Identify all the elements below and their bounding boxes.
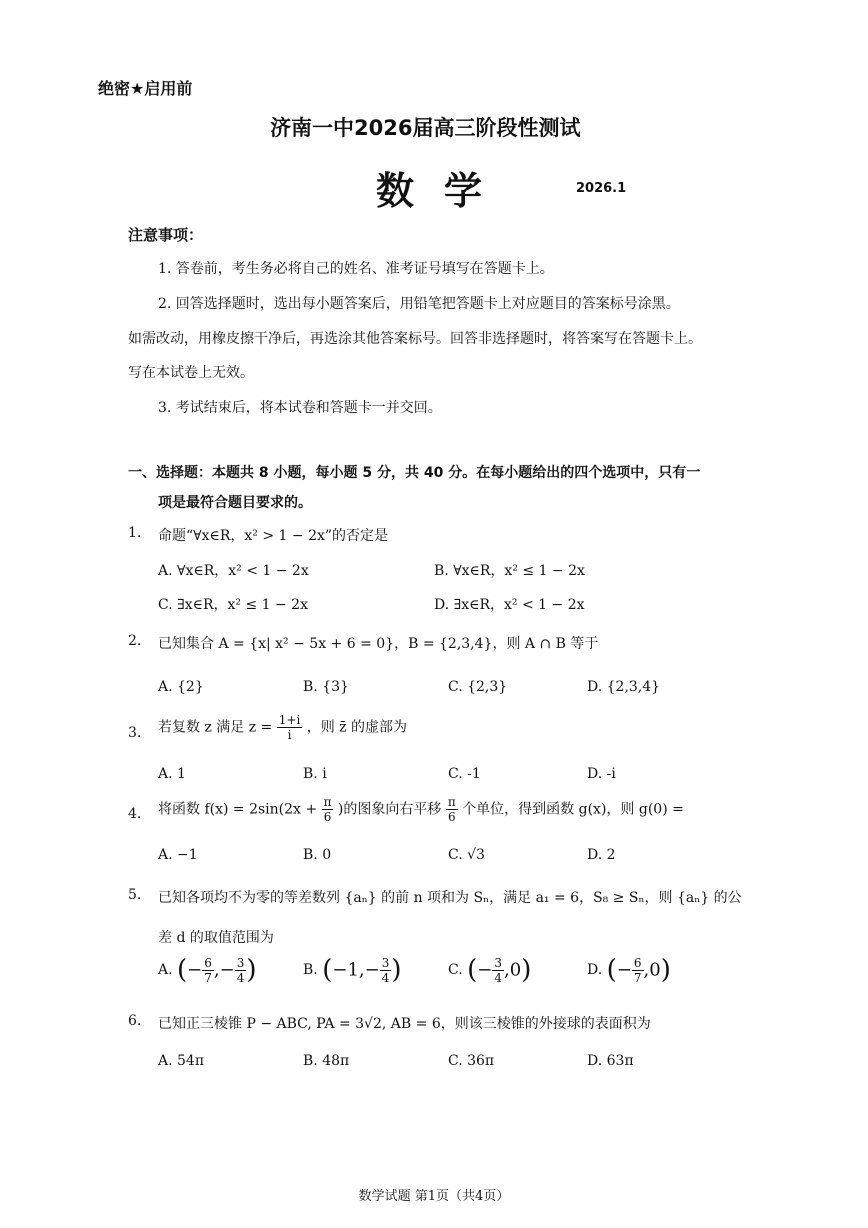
q3-option-d: D. -i [587, 766, 616, 782]
q5-a-open-paren: ( [177, 955, 188, 985]
q5-a-frac-1-num: 6 [204, 955, 212, 970]
q5-d-post: ,0 [643, 959, 661, 981]
q5-a-frac-1 [202, 956, 214, 985]
q5-option-d-label: D. [587, 962, 603, 978]
q1-option-c: C. ∃x∈R，x² ≤ 1 − 2x [158, 597, 308, 613]
q5-a-frac-2 [235, 956, 247, 985]
q6-option-d: D. 63π [587, 1053, 634, 1069]
q3-stem-post: ，则 z̄ 的虚部为 [306, 719, 408, 736]
q4-option-b: B. 0 [303, 847, 332, 863]
q6-option-a: A. 54π [158, 1053, 205, 1069]
q4-fraction-2-numerator: π [447, 795, 456, 809]
q4-stem-pre: 将函数 f(x) = 2sin(2x + [158, 801, 318, 818]
notice-item-2-line-1: 2. 回答选择题时，选出每小题答案后，用铅笔把答题卡上对应题目的答案标号涂黑。 [158, 296, 680, 312]
q3-stem-pre: 若复数 z 满足 z = [158, 719, 273, 736]
notice-heading: 注意事项： [128, 226, 204, 244]
q4-stem [158, 795, 684, 824]
q5-c-frac-num: 3 [494, 955, 503, 970]
q6-number: 6. [128, 1013, 142, 1029]
q5-stem-line-2: 差 d 的取值范围为 [158, 930, 274, 946]
q4-option-d: D. 2 [587, 847, 616, 863]
q3-option-b: B. i [303, 766, 327, 782]
q4-fraction-2-denominator: 6 [447, 810, 456, 824]
q5-c-frac-den: 4 [494, 970, 503, 985]
q5-a-frac-2-den: 4 [236, 970, 245, 985]
q5-option-a: A. (− $\frac{6}{7}$ ,− $\frac{3}{4}$ ) [158, 955, 257, 985]
q5-b-frac [380, 956, 392, 985]
q5-stem-line-1: 已知各项均不为零的等差数列 {aₙ} 的前 n 项和为 Sₙ，满足 a₁ = 6，S₈ ≥ Sₙ，则 {aₙ} 的公 [158, 890, 742, 906]
q5-option-b [303, 955, 402, 985]
subject-title: 数学 [376, 169, 513, 213]
q4-fraction-1-numerator: π [323, 795, 332, 809]
q5-c-post: ,0 [504, 959, 522, 981]
q5-option-b-label: B. [303, 962, 318, 978]
q3-option-a: A. 1 [158, 766, 186, 782]
q4-fraction-1 [322, 795, 334, 824]
page-footer: 数学试题 第1页（共4页） [358, 1189, 510, 1204]
q4-fraction-2 [446, 795, 458, 824]
q5-a-frac-2-num: 3 [236, 955, 245, 970]
notice-item-3: 3. 考试结束后，将本试卷和答题卡一并交回。 [158, 400, 442, 416]
q5-c-open-paren: ( [467, 955, 478, 985]
q1-option-a: A. ∀x∈R，x² < 1 − 2x [158, 563, 309, 579]
q2-stem: 已知集合 A = {x| x² − 5x + 6 = 0}，B = {2,3,4}，则 A ∩ B 等于 [158, 636, 599, 652]
q5-d-frac [632, 956, 644, 985]
q2-number: 2. [128, 633, 142, 649]
q5-number: 5. [128, 887, 142, 903]
q2-option-a: A. {2} [158, 679, 204, 695]
q5-option-a-label: A. [158, 962, 173, 978]
secret-label: 绝密★启用前 [98, 79, 193, 98]
q5-a-frac-1-den: 7 [204, 970, 212, 985]
q2-option-c: C. {2,3} [448, 679, 508, 695]
q4-stem-mid: )的图象向右平移 [337, 801, 442, 818]
q4-fraction-1-denominator: 6 [323, 810, 332, 824]
q5-d-frac-num: 6 [633, 955, 642, 970]
notice-item-2-line-2: 如需改动，用橡皮擦干净后，再选涂其他答案标号。回答非选择题时，将答案写在答题卡上。 [128, 331, 702, 347]
q4-option-a: A. −1 [158, 847, 198, 863]
q1-option-b: B. ∀x∈R，x² ≤ 1 − 2x [434, 563, 585, 579]
q5-d-close-paren: ) [660, 955, 671, 985]
q5-c-frac [492, 956, 504, 985]
q4-number: 4. [128, 806, 142, 822]
q3-stem [158, 713, 407, 742]
q5-a-close-paren: ) [246, 955, 257, 985]
q5-b-frac-den: 4 [381, 970, 390, 985]
q2-option-d: D. {2,3,4} [587, 679, 661, 695]
q5-option-d: D. (− $\frac{6}{7}$ ,0) [587, 955, 671, 985]
notice-item-2-line-3: 写在本试卷上无效。 [128, 365, 254, 381]
q5-b-close-paren: ) [391, 955, 402, 985]
section-heading-line-1: 一、选择题：本题共 8 小题，每小题 5 分，共 40 分。在每小题给出的四个选项中，只有一 [128, 465, 701, 481]
q5-b-pre: −1,− [332, 959, 380, 981]
q3-number: 3. [128, 725, 142, 741]
q6-stem: 已知正三棱锥 P − ABC, PA = 3√2, AB = 6，则该三棱锥的外接球的表面积为 [158, 1016, 651, 1032]
q6-option-b: B. 48π [303, 1053, 350, 1069]
q5-d-open-paren: ( [606, 955, 617, 985]
q3-fraction-numerator: 1+i [278, 713, 301, 727]
section-heading-line-2: 项是最符合题目要求的。 [158, 495, 312, 511]
q5-option-c-label: C. [448, 962, 463, 978]
exam-title: 济南一中2026届高三阶段性测试 [270, 116, 581, 140]
q5-b-frac-num: 3 [381, 955, 390, 970]
q1-stem: 命题“∀x∈R，x² > 1 − 2x”的否定是 [158, 528, 389, 544]
q2-option-b: B. {3} [303, 679, 349, 695]
exam-date: 2026.1 [576, 181, 627, 196]
notice-item-1: 1. 答卷前，考生务必将自己的姓名、准考证号填写在答题卡上。 [158, 261, 554, 277]
q5-d-frac-den: 7 [633, 970, 642, 985]
q5-b-open-paren: ( [322, 955, 333, 985]
q3-fraction-denominator: i [287, 728, 292, 742]
q5-option-c: C. (− $\frac{3}{4}$ ,0) [448, 955, 532, 985]
q1-number: 1. [128, 525, 142, 541]
q4-option-c: C. √3 [448, 847, 485, 863]
q4-stem-post: 个单位，得到函数 g(x)，则 g(0) = [462, 801, 684, 818]
q1-option-d: D. ∃x∈R，x² < 1 − 2x [434, 597, 585, 613]
q3-option-c: C. -1 [448, 766, 481, 782]
q5-c-close-paren: ) [521, 955, 532, 985]
q3-fraction [277, 713, 303, 742]
q6-option-c: C. 36π [448, 1053, 495, 1069]
